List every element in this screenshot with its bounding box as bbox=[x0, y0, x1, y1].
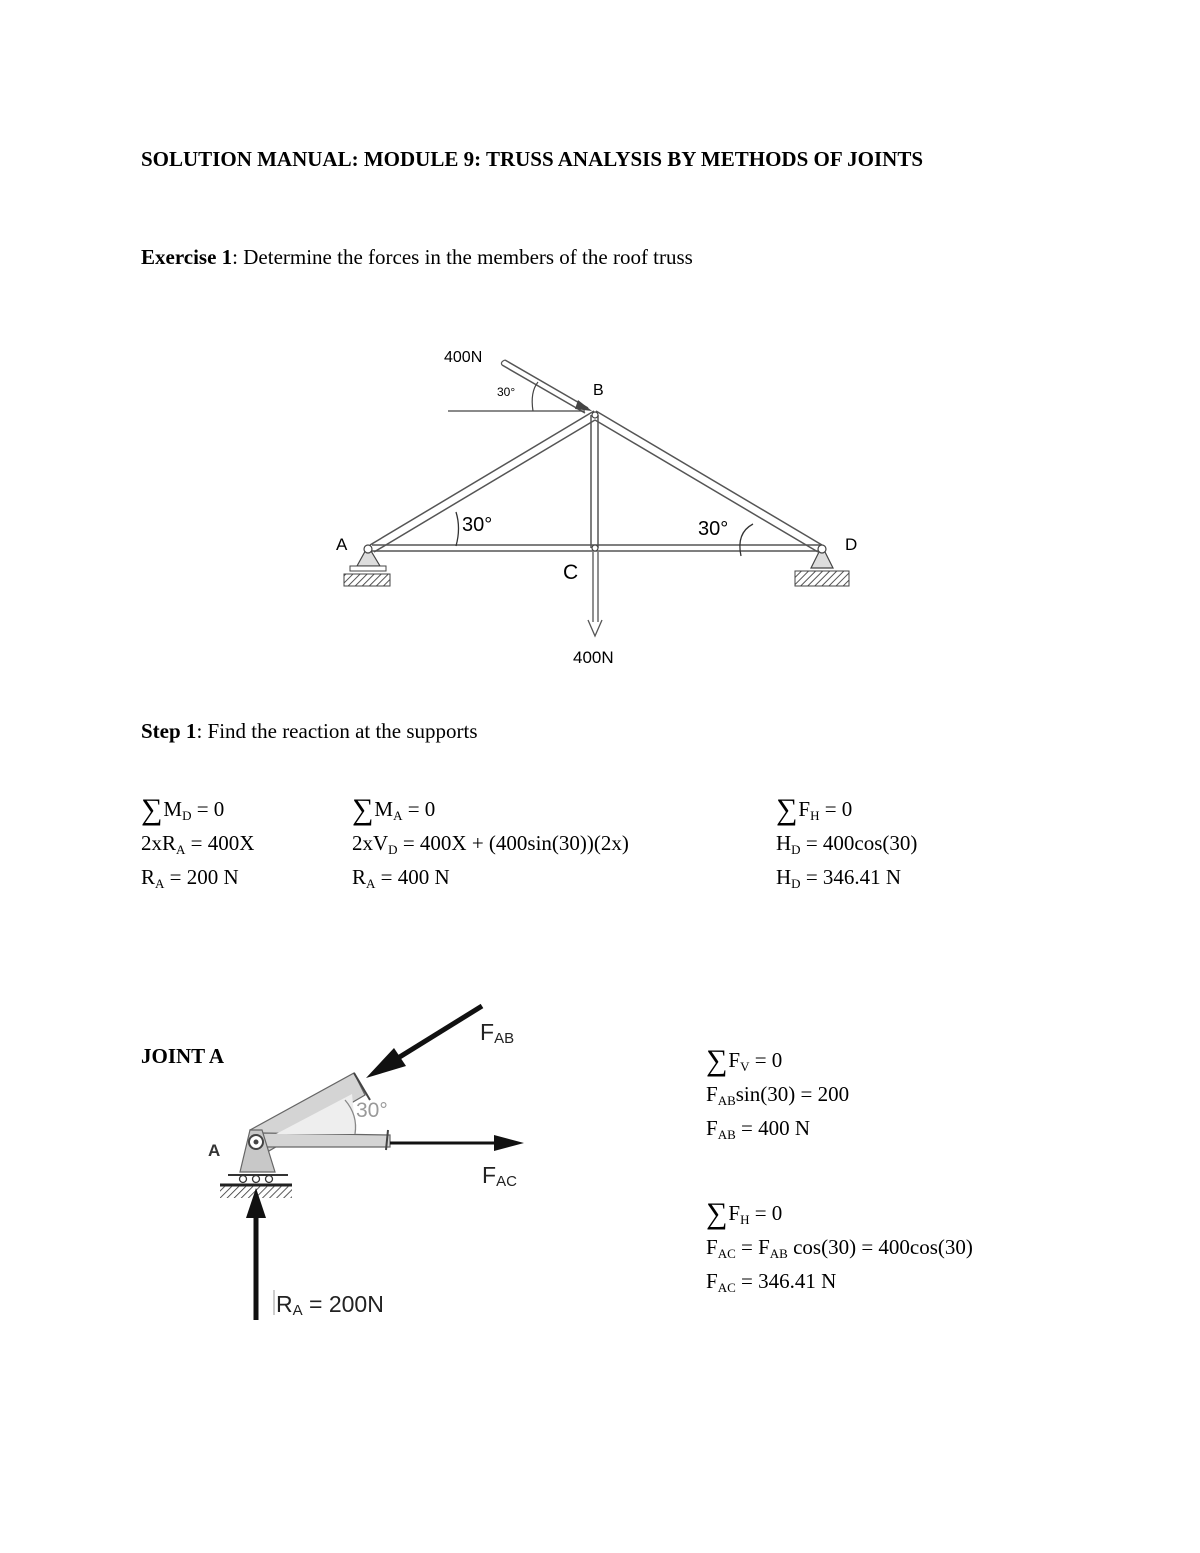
eq-line: $2xR_A = 400X$ bbox=[141, 831, 255, 857]
eq-line: $F_{AC} = F_{AB}$ cos(30) = 400cos(30) bbox=[706, 1235, 973, 1261]
eq-line: $R_A = 200$ N bbox=[141, 865, 239, 891]
node-b-label: B bbox=[593, 382, 604, 399]
page-title: SOLUTION MANUAL: MODULE 9: TRUSS ANALYSIS BY METHODS OF JOINTS bbox=[141, 147, 924, 171]
joint-equations-vertical bbox=[706, 1043, 849, 1145]
eq-line: $\sum F_H = 0$ bbox=[706, 1197, 783, 1230]
node-a-label: A bbox=[336, 535, 348, 554]
equations-moment-d bbox=[141, 792, 254, 894]
eq-line: $H_D = 346.41$ N bbox=[776, 865, 902, 891]
member-ac bbox=[262, 1133, 390, 1147]
truss-diagram bbox=[0, 0, 1200, 700]
load-top-angle-label: 30° bbox=[497, 385, 516, 399]
eq-line: $\sum M_A = 0$ bbox=[352, 793, 436, 826]
eq-line: $H_D = 400\cos(30)$ bbox=[776, 831, 918, 857]
eq-line: $\sum F_H = 0$ bbox=[776, 793, 853, 826]
load-bottom-label: 400N bbox=[573, 648, 614, 667]
joint-a-title: JOINT A bbox=[141, 1044, 225, 1068]
eq-line: $R_A = 400$ N bbox=[352, 865, 450, 891]
angle-left-label: 30° bbox=[462, 514, 493, 536]
joint-a-diagram bbox=[180, 990, 560, 1330]
step1-label: Step 1 bbox=[141, 719, 197, 743]
step1-statement bbox=[141, 717, 478, 745]
angle-arc-left bbox=[456, 512, 459, 546]
eq-line: $F_{AB} = 400$ N bbox=[706, 1116, 811, 1142]
fab-label: FAB bbox=[480, 1019, 515, 1047]
top-angle-arc bbox=[532, 382, 538, 411]
joint-equations-horizontal bbox=[706, 1196, 973, 1298]
joint-c bbox=[592, 545, 598, 551]
eq-line: $F_{AC} = 346.41$ N bbox=[706, 1269, 837, 1295]
joint-b bbox=[592, 412, 598, 418]
load-top-label: 400N bbox=[444, 349, 483, 366]
fab-arrow bbox=[398, 1006, 482, 1058]
exercise-text: : Determine the forces in the members of the roof truss bbox=[232, 245, 693, 269]
eq-line: $\sum M_D = 0$ bbox=[141, 793, 225, 826]
angle-right-label: 30° bbox=[698, 518, 729, 540]
truss-members bbox=[370, 411, 822, 552]
vertical-load-arrow bbox=[588, 552, 602, 636]
node-d-label: D bbox=[845, 535, 858, 554]
exercise-label: Exercise 1 bbox=[141, 245, 233, 269]
ra-label: RA = 200N bbox=[276, 1291, 384, 1319]
eq-line: $\sum F_V = 0$ bbox=[706, 1044, 783, 1077]
step1-text: : Find the reaction at the supports bbox=[196, 719, 478, 743]
fac-label: FAC bbox=[482, 1162, 517, 1190]
equations-moment-a bbox=[352, 792, 629, 894]
joint-node-label: A bbox=[208, 1141, 221, 1160]
joint-angle-label: 30° bbox=[356, 1099, 388, 1122]
eq-line: $2xV_D = 400X + (400\sin(30))(2x)$ bbox=[352, 831, 629, 857]
eq-line: $F_{AB}\sin(30) = 200$ bbox=[706, 1082, 850, 1108]
equations-horizontal-forces bbox=[776, 792, 917, 894]
node-c-label: C bbox=[563, 561, 579, 584]
